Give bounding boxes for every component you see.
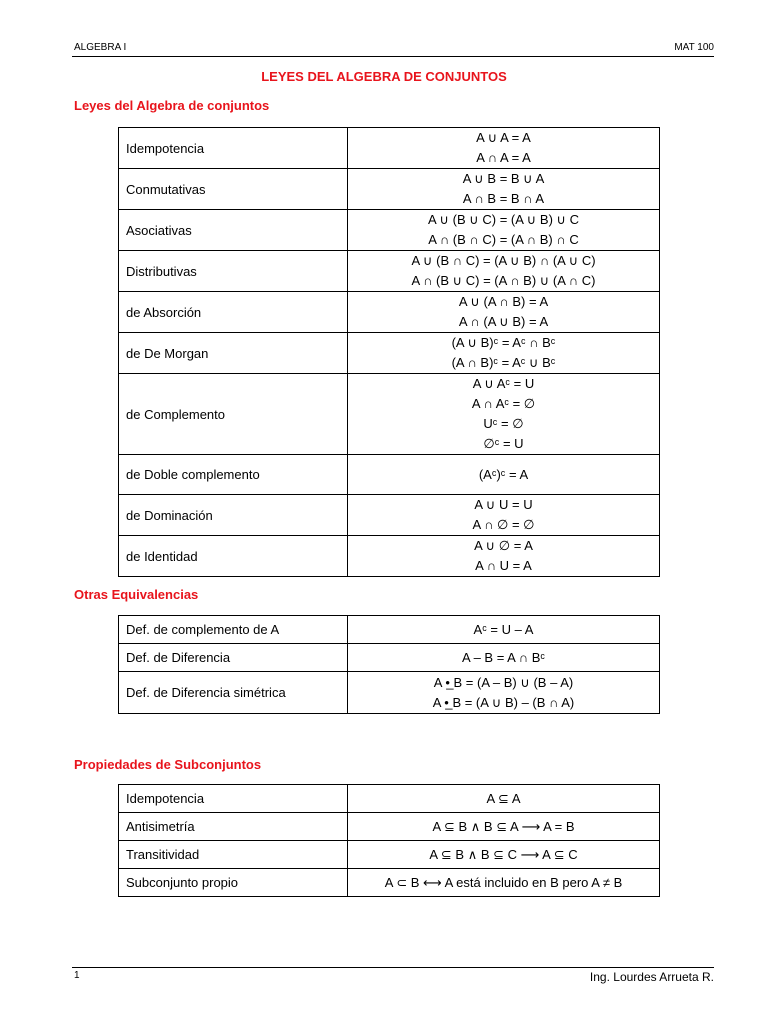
- header-course: ALGEBRA I: [74, 42, 127, 53]
- table-row: [119, 333, 660, 374]
- table-row: [119, 495, 660, 536]
- law-expressions: [348, 672, 660, 714]
- law-expression: A ∩ A = A: [476, 150, 531, 165]
- law-expression: A ∩ Aᶜ = ∅: [471, 396, 536, 411]
- law-name: Def. de Diferencia simétrica: [119, 672, 348, 714]
- table-row: [119, 292, 660, 333]
- footer-author: Ing. Lourdes Arrueta R.: [589, 970, 714, 984]
- law-name: Asociativas: [119, 210, 348, 251]
- law-name: de Identidad: [119, 536, 348, 577]
- law-expressions: [348, 536, 660, 577]
- table-row: [119, 536, 660, 577]
- table-row: [119, 616, 660, 644]
- law-expression: A •̲ B = (A ∪ B) – (B ∩ A): [432, 694, 575, 710]
- law-expression: A – B = A ∩ Bᶜ: [462, 649, 545, 665]
- table-row: [119, 644, 660, 672]
- law-expression: A ∩ ∅ = ∅: [472, 517, 535, 532]
- law-expressions: [348, 128, 660, 169]
- law-expression: ∅ᶜ = U: [483, 436, 524, 451]
- law-expression: (Aᶜ)ᶜ = A: [478, 466, 529, 482]
- law-expression: A ∩ U = A: [475, 558, 532, 573]
- table-row: [119, 672, 660, 714]
- subsets-table: [118, 784, 660, 897]
- law-name: Conmutativas: [119, 169, 348, 210]
- section-title-subconjuntos: Propiedades de Subconjuntos: [74, 757, 262, 772]
- law-expression: A ∪ (B ∩ C) = (A ∪ B) ∩ (A ∪ C): [411, 253, 596, 268]
- law-name: Subconjunto propio: [119, 869, 348, 897]
- table-row: [119, 128, 660, 169]
- law-name: de De Morgan: [119, 333, 348, 374]
- law-expressions: [348, 333, 660, 374]
- law-name: Antisimetría: [119, 813, 348, 841]
- law-expression: A ∪ A = A: [476, 130, 531, 145]
- law-expression: A ∩ (B ∪ C) = (A ∩ B) ∪ (A ∩ C): [411, 273, 596, 288]
- page-number: 1: [74, 970, 80, 981]
- section-title-equivalencias: Otras Equivalencias: [74, 587, 199, 602]
- law-expression: A ∪ ∅ = A: [474, 538, 533, 553]
- law-name: de Dominación: [119, 495, 348, 536]
- table-row: [119, 251, 660, 292]
- law-expression: A ⊂ B ⟷ A está incluido en B pero A ≠ B: [384, 874, 623, 890]
- law-expression: A ⊆ B ∧ B ⊆ C ⟶ A ⊆ C: [429, 846, 578, 862]
- law-expressions: [348, 374, 660, 455]
- section-title-leyes: Leyes del Algebra de conjuntos: [74, 98, 270, 113]
- law-name: de Doble complemento: [119, 455, 348, 495]
- law-name: Idempotencia: [119, 785, 348, 813]
- law-expression: A ∪ B = B ∪ A: [462, 171, 545, 186]
- law-name: Def. de Diferencia: [119, 644, 348, 672]
- law-expression: A ∩ (B ∩ C) = (A ∩ B) ∩ C: [428, 232, 579, 247]
- law-expressions: [348, 495, 660, 536]
- header-code: MAT 100: [674, 42, 714, 53]
- table-row: [119, 374, 660, 455]
- law-expression: A ∩ B = B ∩ A: [462, 191, 545, 206]
- law-expressions: [348, 455, 660, 495]
- table-row: [119, 813, 660, 841]
- law-name: Transitividad: [119, 841, 348, 869]
- law-expressions: [348, 869, 660, 897]
- law-expression: A ∪ U = U: [474, 497, 533, 512]
- table-row: [119, 841, 660, 869]
- law-expressions: [348, 785, 660, 813]
- page-title: LEYES DEL ALGEBRA DE CONJUNTOS: [261, 69, 507, 84]
- table-row: [119, 869, 660, 897]
- law-expression: (A ∩ B)ᶜ = Aᶜ ∪ Bᶜ: [451, 355, 556, 370]
- law-expressions: [348, 251, 660, 292]
- law-name: de Absorción: [119, 292, 348, 333]
- header-divider: [72, 56, 714, 57]
- laws-table: [118, 127, 660, 577]
- footer-divider: [72, 967, 714, 968]
- law-expression: (A ∪ B)ᶜ = Aᶜ ∩ Bᶜ: [451, 335, 556, 350]
- law-expressions: [348, 169, 660, 210]
- law-expression: Uᶜ = ∅: [483, 416, 524, 431]
- law-expressions: [348, 813, 660, 841]
- law-expression: A ⊆ B ∧ B ⊆ A ⟶ A = B: [432, 818, 575, 834]
- law-expression: A ⊆ A: [486, 790, 521, 806]
- law-name: Idempotencia: [119, 128, 348, 169]
- law-expression: A ∩ (A ∪ B) = A: [458, 314, 549, 329]
- table-row: [119, 169, 660, 210]
- table-row: [119, 210, 660, 251]
- table-row: [119, 455, 660, 495]
- law-expressions: [348, 210, 660, 251]
- equivalences-table: [118, 615, 660, 714]
- law-expression: Aᶜ = U – A: [473, 621, 534, 637]
- law-expressions: [348, 841, 660, 869]
- law-expression: A ∪ Aᶜ = U: [472, 376, 535, 391]
- law-expression: A •̲ B = (A – B) ∪ (B – A): [433, 674, 574, 690]
- law-name: Def. de complemento de A: [119, 616, 348, 644]
- law-expression: A ∪ (B ∪ C) = (A ∪ B) ∪ C: [427, 212, 580, 227]
- law-expressions: [348, 616, 660, 644]
- law-expressions: [348, 644, 660, 672]
- law-name: Distributivas: [119, 251, 348, 292]
- law-expressions: [348, 292, 660, 333]
- law-expression: A ∪ (A ∩ B) = A: [458, 294, 549, 309]
- law-name: de Complemento: [119, 374, 348, 455]
- table-row: [119, 785, 660, 813]
